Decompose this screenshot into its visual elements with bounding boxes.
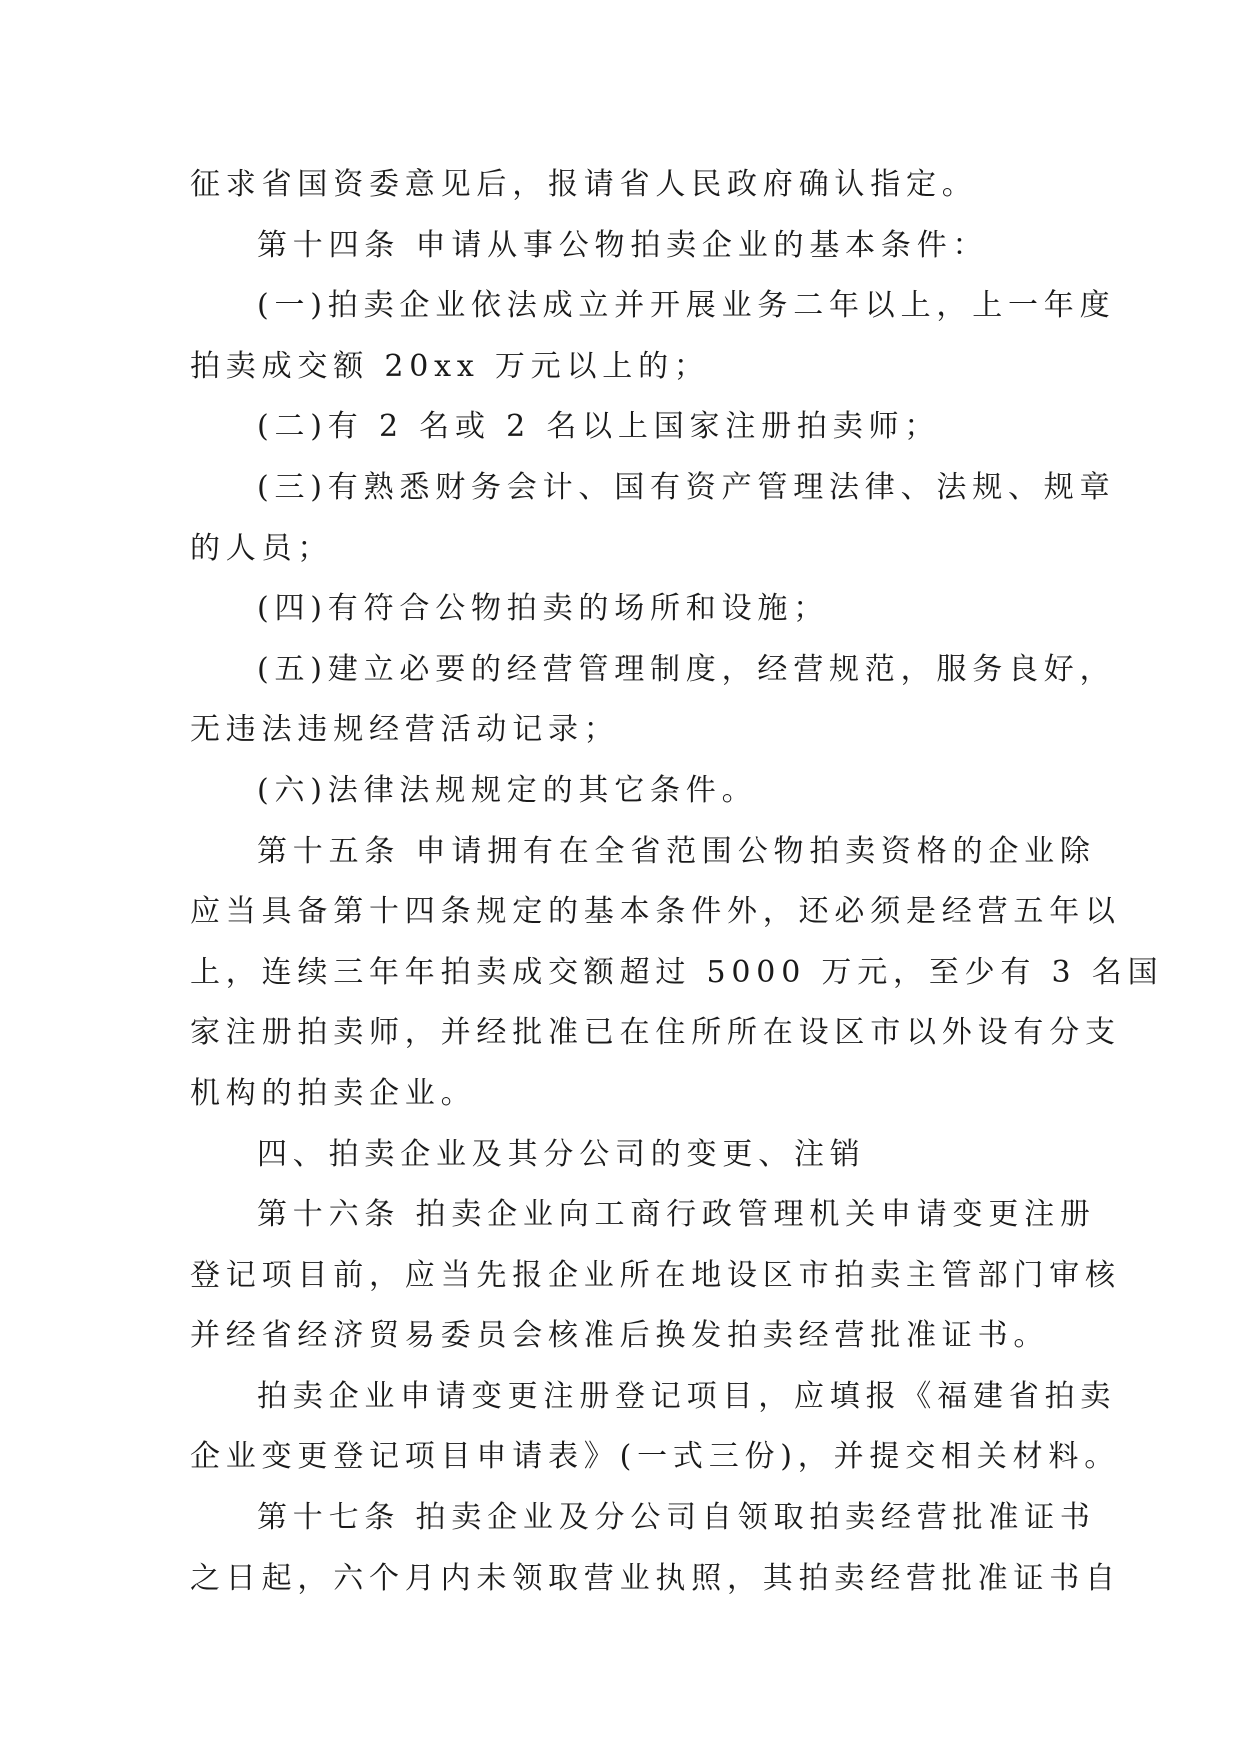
text-line: 第十五条 申请拥有在全省范围公物拍卖资格的企业除 (257, 833, 1096, 869)
text-line: (四)有符合公物拍卖的场所和设施； (257, 591, 830, 627)
text-line: (一)拍卖企业依法成立并开展业务二年以上，上一年度 (257, 288, 1116, 324)
text-line: 的人员； (190, 530, 334, 566)
text-line: 应当具备第十四条规定的基本条件外，还必须是经营五年以 (190, 894, 1121, 930)
text-line: (五)建立必要的经营管理制度，经营规范，服务良好， (257, 651, 1116, 687)
text-line: 拍卖企业申请变更注册登记项目，应填报《福建省拍卖 (257, 1378, 1117, 1414)
text-line: 拍卖成交额 20xx 万元以上的； (190, 348, 710, 384)
text-line: 上，连续三年年拍卖成交额超过 5000 万元，至少有 3 名国 (190, 954, 1164, 990)
text-line: (二)有 2 名或 2 名以上国家注册拍卖师； (257, 409, 941, 445)
section-heading: 四、拍卖企业及其分公司的变更、注销 (257, 1136, 866, 1172)
text-line: 征求省国资委意见后，报请省人民政府确认指定。 (190, 167, 978, 202)
text-line: 家注册拍卖师，并经批准已在住所所在设区市以外设有分支 (190, 1015, 1121, 1051)
text-line: 第十七条 拍卖企业及分公司自领取拍卖经营批准证书 (257, 1500, 1096, 1536)
text-line: 企业变更登记项目申请表》(一式三份)，并提交相关材料。 (190, 1439, 1121, 1475)
text-line: (三)有熟悉财务会计、国有资产管理法律、法规、规章 (257, 469, 1116, 505)
text-line: 登记项目前，应当先报企业所在地设区市拍卖主管部门审核 (190, 1257, 1121, 1293)
text-line: 并经省经济贸易委员会核准后换发拍卖经营批准证书。 (190, 1318, 1050, 1354)
text-line: 第十四条 申请从事公物拍卖企业的基本条件： (257, 227, 989, 263)
text-line: 之日起，六个月内未领取营业执照，其拍卖经营批准证书自 (190, 1560, 1121, 1596)
document-body (190, 155, 1164, 1609)
text-line: (六)法律法规规定的其它条件。 (257, 772, 758, 808)
text-line: 无违法违规经营活动记录； (190, 712, 620, 748)
text-line: 机构的拍卖企业。 (190, 1075, 477, 1111)
text-line: 第十六条 拍卖企业向工商行政管理机关申请变更注册 (257, 1197, 1096, 1233)
